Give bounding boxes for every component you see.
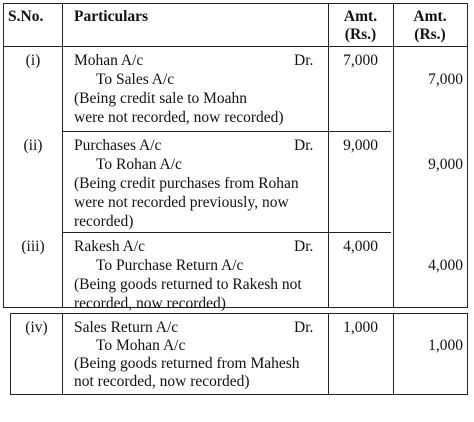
journal-table-main bbox=[3, 3, 468, 312]
credit-amount: 1,000 bbox=[428, 337, 463, 354]
narration-line: recorded, now recorded) bbox=[74, 295, 226, 312]
header-amt-credit-unit: (Rs.) bbox=[414, 26, 446, 43]
credit-account: To Mohan A/c bbox=[96, 337, 186, 354]
column-divider bbox=[62, 4, 63, 307]
row-divider bbox=[62, 232, 391, 233]
header-amt-debit: Amt. bbox=[343, 8, 378, 25]
narration-line: recorded) bbox=[74, 213, 134, 230]
narration-line: were not recorded, now recorded) bbox=[74, 109, 284, 126]
entry-sno: (iv) bbox=[25, 319, 48, 336]
header-particulars: Particulars bbox=[74, 8, 149, 25]
narration-line: were not recorded previously, now bbox=[74, 194, 289, 211]
credit-amount: 4,000 bbox=[428, 257, 463, 274]
narration-line: (Being credit purchases from Rohan bbox=[74, 175, 299, 192]
column-divider bbox=[328, 4, 329, 307]
journal-table-last-entry bbox=[10, 313, 468, 395]
narration-line: (Being goods returned from Mahesh bbox=[74, 355, 300, 372]
entry-sno: (ii) bbox=[23, 137, 43, 154]
debit-amount: 7,000 bbox=[343, 52, 378, 69]
credit-amount: 7,000 bbox=[428, 71, 463, 88]
debit-account: Mohan A/c bbox=[74, 52, 144, 69]
debit-amount: 4,000 bbox=[343, 238, 378, 255]
debit-amount: 1,000 bbox=[343, 319, 378, 336]
column-divider bbox=[62, 314, 63, 394]
credit-account: To Purchase Return A/c bbox=[96, 257, 244, 274]
dr-marker: Dr. bbox=[294, 319, 314, 336]
narration-line: not recorded, now recorded) bbox=[74, 373, 250, 390]
header-amt-debit-unit: (Rs.) bbox=[344, 26, 377, 43]
header-amt-credit: Amt. bbox=[413, 8, 447, 25]
debit-account: Sales Return A/c bbox=[74, 319, 179, 336]
dr-marker: Dr. bbox=[294, 52, 314, 69]
debit-account: Rakesh A/c bbox=[74, 238, 146, 255]
header-divider bbox=[4, 46, 467, 47]
narration-line: (Being goods returned to Rakesh not bbox=[74, 276, 302, 293]
credit-amount: 9,000 bbox=[428, 156, 463, 173]
debit-amount: 9,000 bbox=[343, 137, 378, 154]
narration-line: (Being credit sale to Moahn bbox=[74, 90, 248, 107]
debit-account: Purchases A/c bbox=[74, 137, 162, 154]
dr-marker: Dr. bbox=[294, 238, 314, 255]
header-sno: S.No. bbox=[8, 8, 44, 25]
credit-account: To Rohan A/c bbox=[96, 156, 182, 173]
entry-sno: (iii) bbox=[21, 238, 45, 255]
entry-sno: (i) bbox=[25, 52, 41, 69]
row-divider bbox=[62, 131, 391, 132]
credit-account: To Sales A/c bbox=[96, 71, 175, 88]
dr-marker: Dr. bbox=[294, 137, 314, 154]
